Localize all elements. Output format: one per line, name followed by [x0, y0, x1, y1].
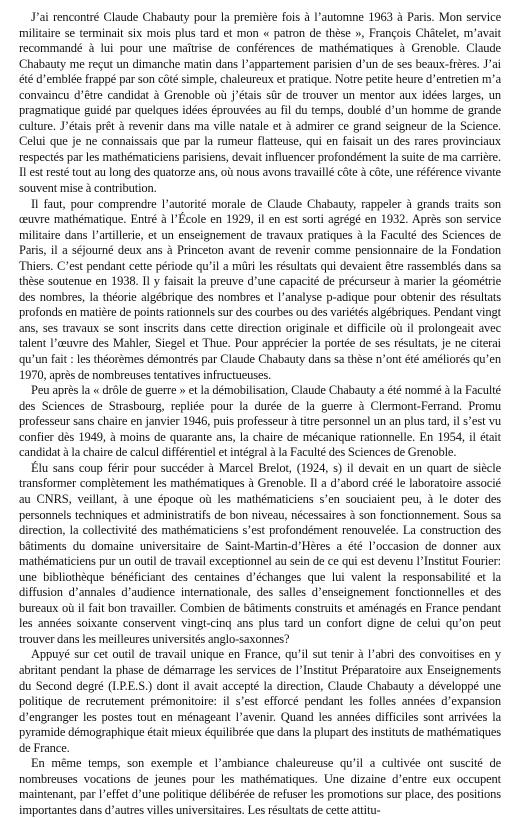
paragraph-6: En même temps, son exemple et l’ambiance chaleureuse qu’il a cultivée ont suscité de nombreuses vocations de jeunes pour les mathématiques. Une dizaine d’entre eux occupent maintenant, par l’effet d’une politique délibérée de refuser les promotions sur place, des positions importantes dans d’autres villes universitaires. Les résultats de cette attitu- — [19, 756, 501, 817]
paragraph-3: Peu après la « drôle de guerre » et la démobilisation, Claude Chabauty a été nommé à la Faculté des Sciences de Strasbourg, repliée pour la durée de la guerre à Clermont-Ferrand. Promu professeur sans chaire en janvier 1946, puis professeur à titre personnel un an plus tard, il s’est vu confier dès 1949, à moins de quarante ans, la chaire de mécanique rationnelle. En 1954, il était candidat à la chaire de calcul différentiel et intégral à la Faculté des Sciences de Grenoble. — [19, 383, 501, 460]
paragraph-4: Élu sans coup férir pour succéder à Marcel Brelot, (1924, s) il devait en un quart de siècle transformer complètement les mathématiques à Grenoble. Il a d’abord créé le laboratoire associé au CNRS, veillant, à une époque où les mathématiciens s’en souciaient peu, à le doter des personnels techniques et administratifs de bon niveau, nécessaires à son fonctionnement. Sous sa direction, la collectivité des mathématiciens s’est profondément renouvelée. La construction des bâtiments du domaine universitaire de Saint-Martin-d’Hères a été l’occasion de donner aux mathématiciens pur un outil de travail exceptionnel au sein de ce qui est devenu l’Institut Fourier: une bibliothèque bénéficiant des centaines d’échanges que lui valent la responsabilité et la diffusion d’annales d’audience internationale, des salles d’enseignement fonctionnelles et des bureaux où il fait bon travailler. Combien de bâtiments construits et aménagés en France pendant les années soixante conservent vingt-cinq ans plus tard un confort digne de celui qu’on peut trouver dans les meilleures universités anglo-saxonnes? — [19, 460, 501, 646]
paragraph-5: Appuyé sur cet outil de travail unique en France, qu’il sut tenir à l’abri des convoitises en y abritant pendant la phase de démarrage les services de l’Institut Préparatoire aux Enseignements du Second degré (I.P.E.S.) dont il avait accepté la direction, Claude Chabauty a développé une politique de recrutement prémonitoire: il s’est efforcé pendant les folles années d’expansion d’engranger les postes tout en ménageant l’avenir. Quand les années difficiles sont arrivées la pyramide démographique était mieux équilibrée que dans la plupart des instituts de mathématiques de France. — [19, 647, 501, 755]
paragraph-1: J’ai rencontré Claude Chabauty pour la première fois à l’automne 1963 à Paris. Mon service militaire se terminait six mois plus tard et mon « patron de thèse », François Châtelet, m’avait recommandé à lui pour une maîtrise de conférences de mathématiques à Grenoble. Claude Chabauty me reçut un dimanche matin dans l’appartement parisien d’un de ses beaux-frères. J’ai été d’emblée frappé par son côté simple, chaleureux et pratique. Notre petite heure d’entretien m’a convaincu d’être candidat à Grenoble où j’étais sûr de trouver un mentor aux idées larges, un pragmatique guidé par quelques idées éprouvées au fil du temps, doublé d’un homme de grande culture. J’étais prêt à revenir dans ma ville natale et à admirer ce grand seigneur de la Science. Celui que je ne connaissais que par la rumeur flatteuse, qui en faisait un des rares provinciaux respectés par les mathématiciens parisiens, devait influencer profondément la suite de ma carrière. Il est resté tout au long des quatorze ans, où nous avons travaillé côte à côte, une référence vivante souvent mise à contribution. — [19, 10, 501, 196]
paragraph-2: Il faut, pour comprendre l’autorité morale de Claude Chabauty, rappeler à grands traits son œuvre mathématique. Entré à l’École en 1929, il en est sorti agrégé en 1932. Après son service militaire dans l’artillerie, et un enseignement de travaux pratiques à la Faculté des Sciences de Paris, il a séjourné deux ans à Princeton avant de revenir comme pensionnaire de la Fondation Thiers. C’est pendant cette période qu’il a mûri les résultats qui devaient être rassemblés dans sa thèse soutenue en 1938. Il y faisait la preuve d’une capacité de précurseur à marier la géométrie des nombres, la théorie algébrique des nombres et l’analyse p-adique pour obtenir des résultats profonds en matière de points rationnels sur des courbes ou des variétés algébriques. Pendant vingt ans, ses travaux se sont inscrits dans cette direction originale et difficile où il prolongeait avec talent l’œuvre des Mahler, Siegel et Thue. Pour apprécier la portée de ses résultats, je ne citerai qu’un fait : les théorèmes démontrés par Claude Chabauty dans sa thèse n’ont été améliorés qu’en 1970, après de nombreuses tentatives infructueuses. — [19, 196, 501, 382]
